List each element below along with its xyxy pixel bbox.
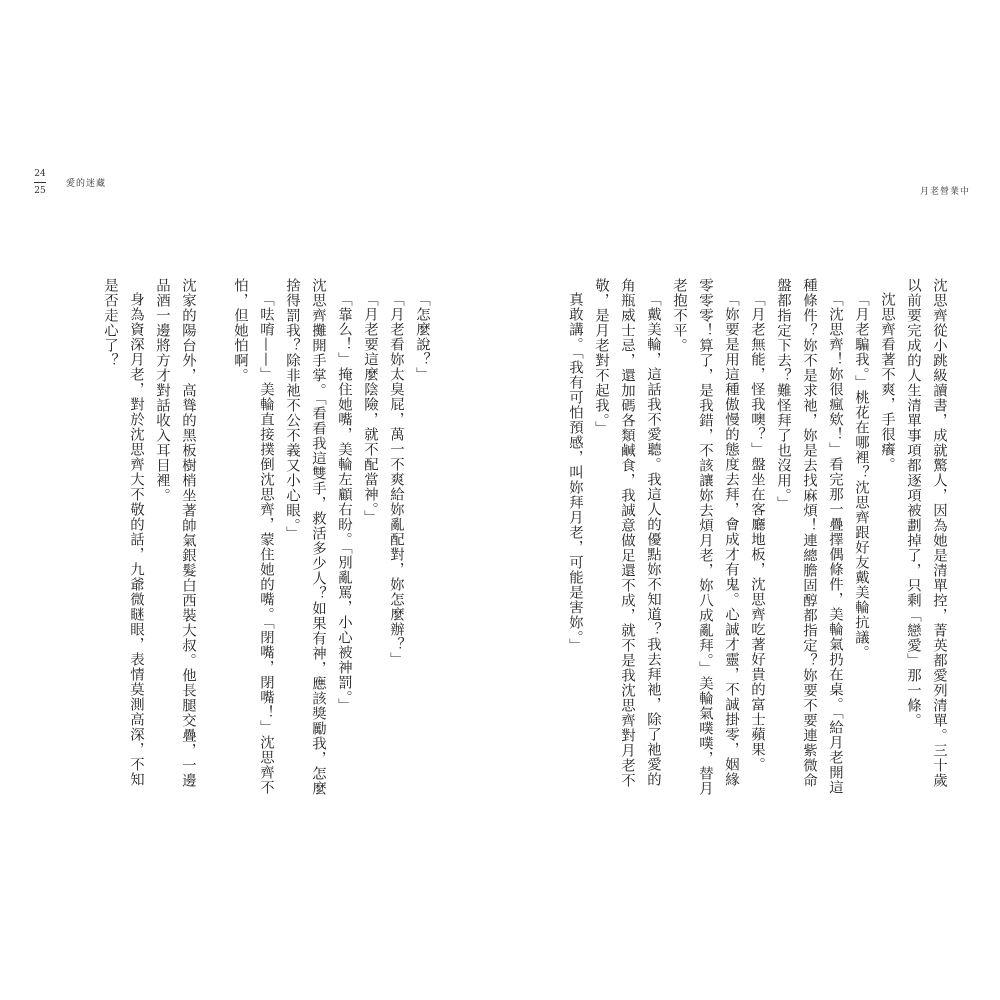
- paragraph: 「靠么！」掩住她嘴，美輪左顧右盼。「別亂罵，小心被神罰。」: [336, 292, 352, 713]
- paragraph: 沈思齊攤開手掌。「看看我這雙手，救活多少人？如果有神，應該獎勵我，怎麼捨得罰我？除非祂不公不義又小心眼。」: [284, 278, 326, 796]
- paragraph: 「沈思齊！妳很瘋欸！」看完那一疊擇偶條件，美輪氣扔在桌。「給月老開這種條件？妳不是求祂，妳是去找麻煩！連總膽固醇都指定？妳要不要連紫微命盤都指定下去？難怪拜了也沒用。」: [775, 278, 843, 796]
- paragraph: 「怎麼說？」: [414, 292, 430, 383]
- page-number-right: 25: [34, 186, 46, 196]
- folio-divider: [34, 182, 46, 183]
- paragraph: 真敢講。「我有可怕預感，叫妳拜月老，可能是害妳。」: [567, 292, 583, 653]
- paragraph: 「月老要這麼陰險，就不配當神。」: [362, 292, 378, 526]
- paragraph: 「月老看妳太臭屁，萬一不爽給妳亂配對，妳怎麼辦？」: [388, 292, 404, 668]
- paragraph: 「妳要是用這種傲慢的態度去拜，會成才有鬼。心誠才靈，不誠掛零，姻緣零零零！算了，是我錯，不該讓妳去煩月老，妳八成亂拜。」美輪氣噗噗，替月老抱不平。: [671, 278, 739, 796]
- paragraph: 沈思齊從小跳級讀書，成就驚人，因為她是清單控，菁英都愛列清單。三十歲以前要完成的人生清單事項都逐項被劃掉了，只剩「戀愛」那一條。: [905, 278, 947, 788]
- paragraph: 「月老無能，怪我噢？」盤坐在客廳地板，沈思齊吃著好貴的富士蘋果。: [749, 292, 765, 773]
- running-head-chapter-title: 月老營業中: [919, 187, 970, 197]
- paragraph: 身為資深月老，對於沈思齊大不敬的話，九爺微瞇眼，表情莫測高深，不知是否走心了？: [102, 278, 144, 788]
- running-head-book-title: 愛的迷藏: [66, 179, 107, 189]
- paragraph: 沈家的陽台外，高聳的黑板樹梢坐著帥氣銀髮白西裝大叔。他長腿交疊，一邊品酒一邊將方才對話收入耳目裡。: [154, 278, 196, 788]
- paragraph: 沈思齊看著不爽，手很癢。: [879, 292, 895, 473]
- paragraph: 「戴美輪，這話我不愛聽。我這人的優點妳不知道？我去拜祂，除了祂愛的角瓶威士忌，還加碼各類鹹食，我誠意做足還不成，就不是我沈思齊對月老不敬，是月老對不起我。」: [593, 278, 661, 788]
- left-page-body: [75, 278, 435, 798]
- page-number-left: 24: [34, 169, 46, 179]
- page-numbers: [28, 168, 52, 197]
- paragraph: 「呿唷——」美輪直接撲倒沈思齊，蒙住她的嘴。「閉嘴，閉嘴！」沈思齊不怕，但她怕啊。: [232, 278, 274, 796]
- paragraph: 「月老騙我。」桃花在哪裡？沈思齊跟好友戴美輪抗議。: [853, 292, 869, 661]
- right-page-body: [482, 278, 952, 798]
